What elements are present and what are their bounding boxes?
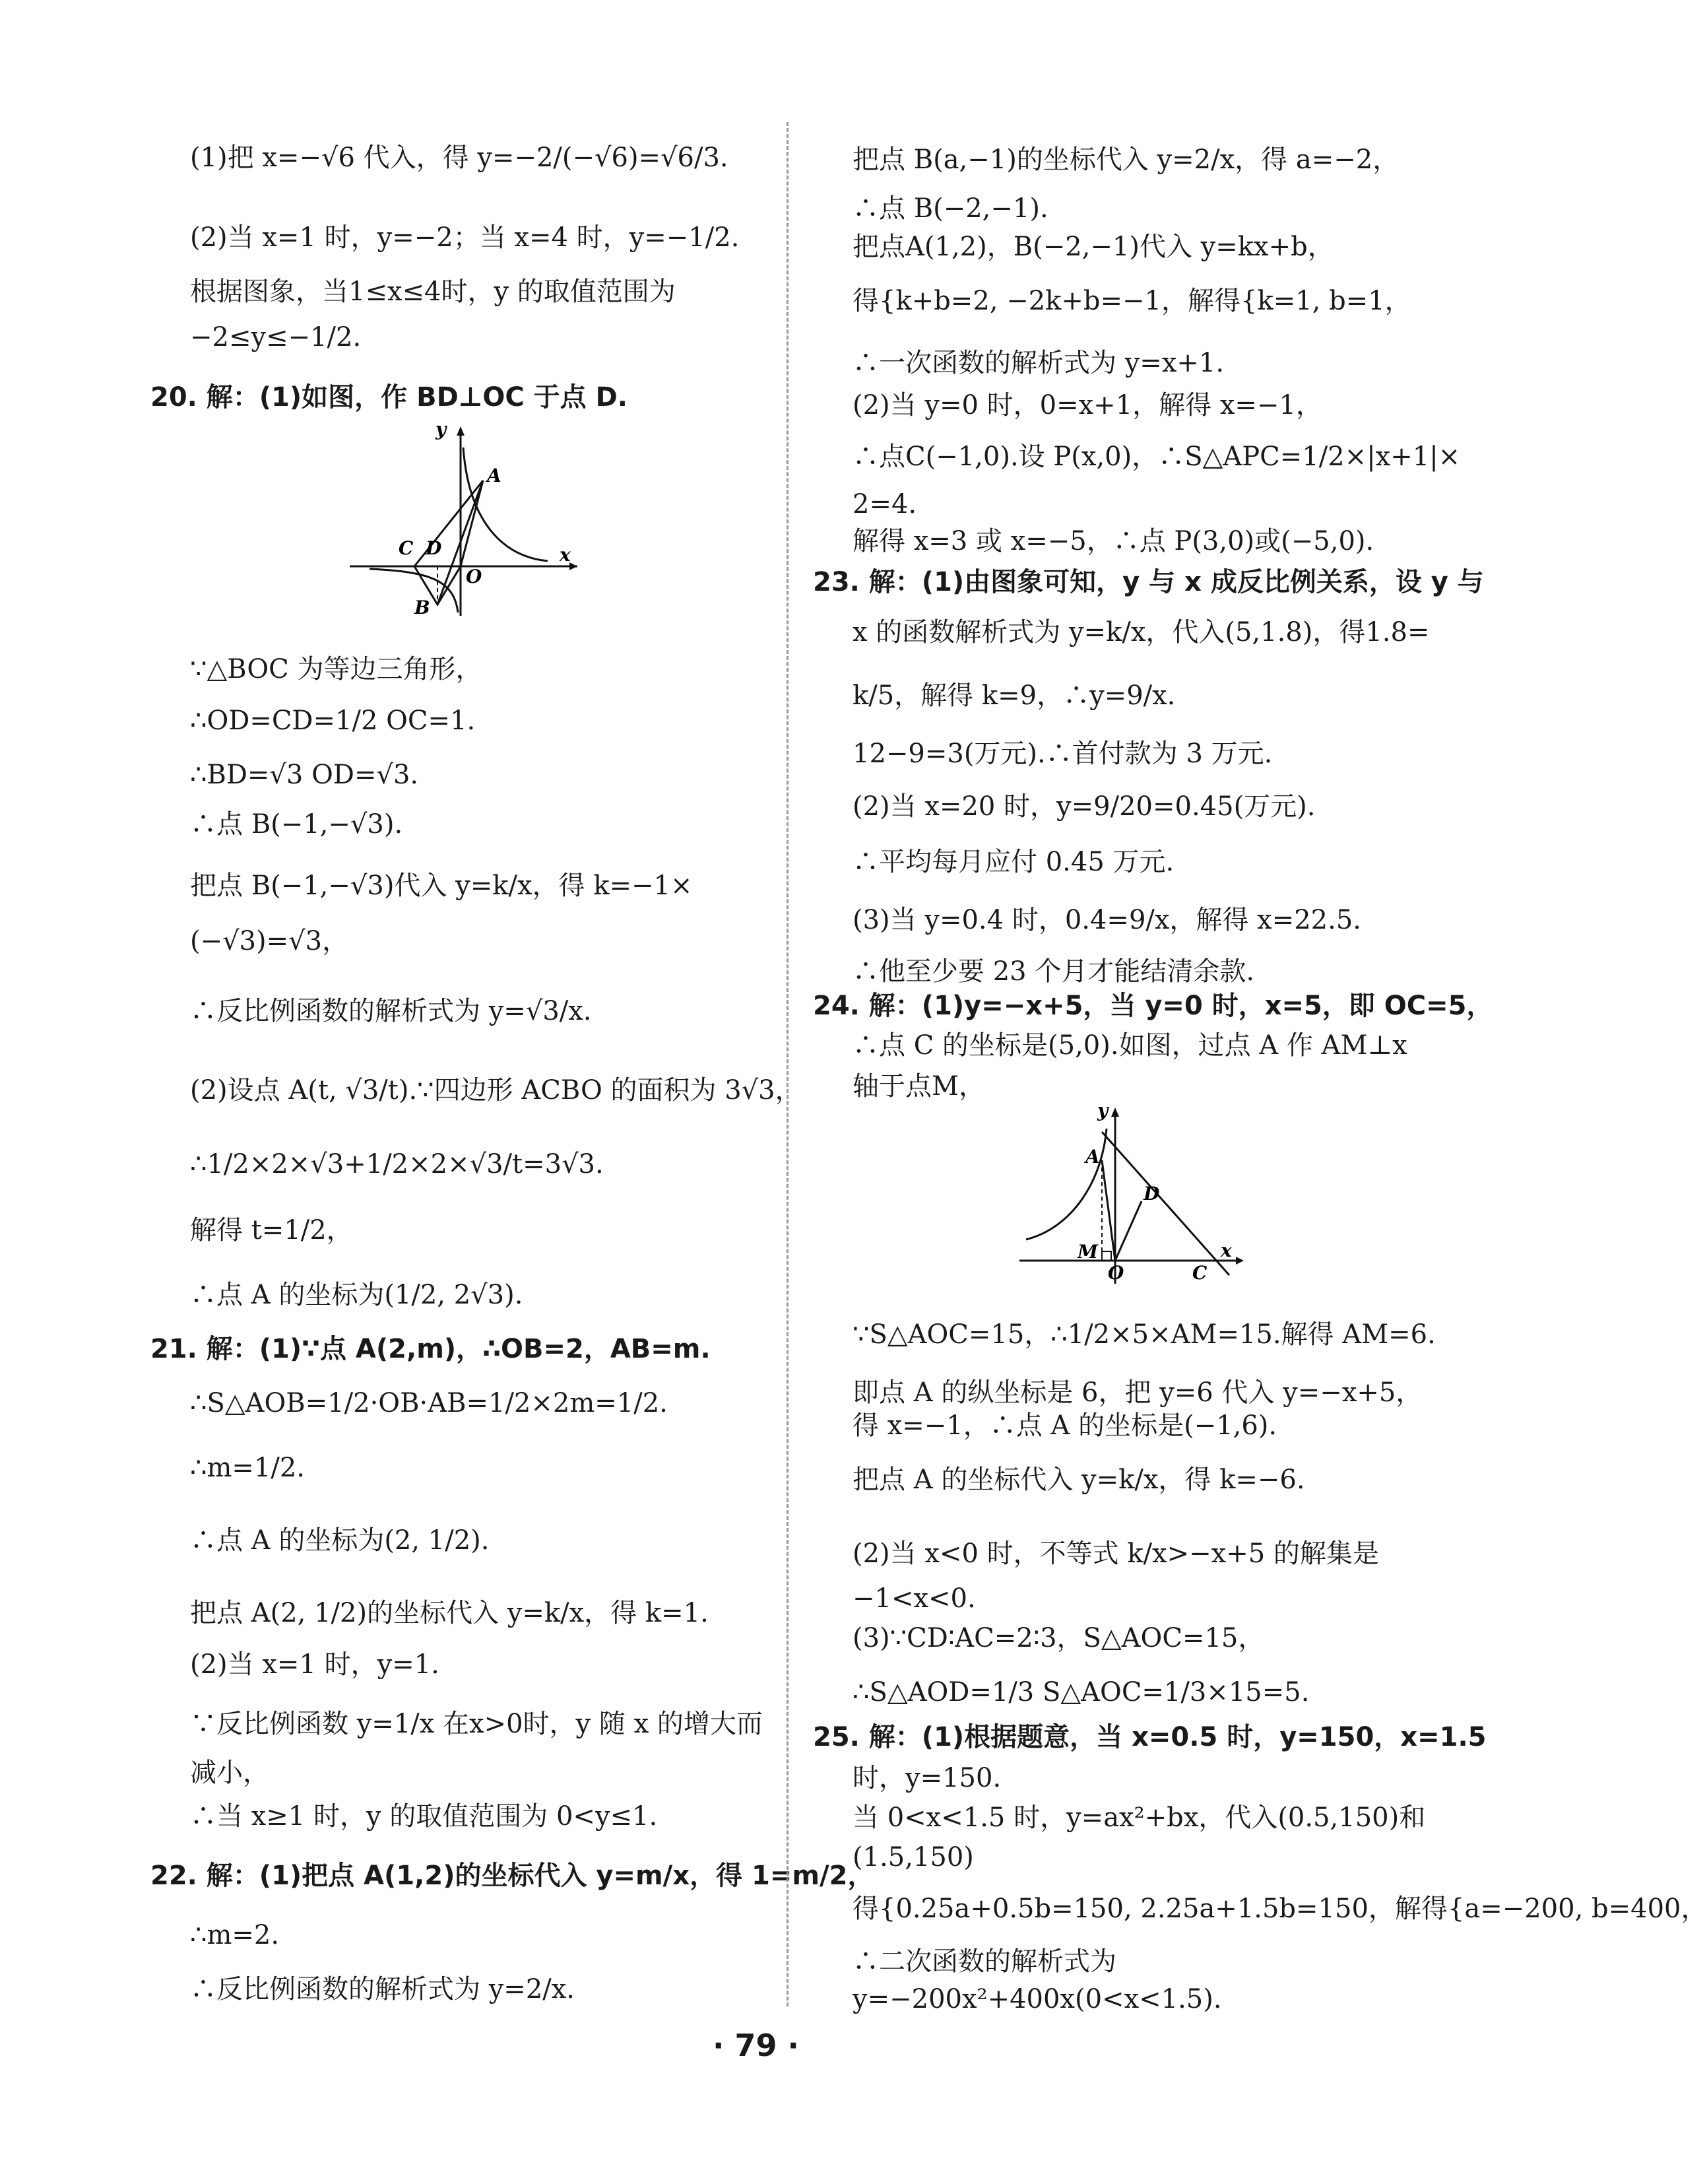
question-20: 20. 解：(1)如图，作 BD⊥OC 于点 D. <box>150 382 628 413</box>
text-line: ∴点 A 的坐标为(1/2, 2√3). <box>190 1280 523 1310</box>
text-line: (1)把 x=−√6 代入，得 y=−2/(−√6)=√6/3. <box>190 143 728 173</box>
label-y: y <box>1097 1100 1109 1121</box>
x-axis-arrow <box>569 562 577 570</box>
triangle-aco <box>414 480 483 566</box>
text-line: ∴BD=√3 OD=√3. <box>190 760 419 790</box>
text-line: y=−200x²+400x(0<x<1.5). <box>853 1984 1222 2014</box>
question-25: 25. 解：(1)根据题意，当 x=0.5 时，y=150，x=1.5 <box>813 1722 1487 1752</box>
text-line: 把点 A 的坐标代入 y=k/x，得 k=−6. <box>853 1465 1305 1495</box>
text-line: 解得 t=1/2， <box>190 1215 353 1245</box>
text-line: 把点A(1,2)，B(−2,−1)代入 y=kx+b， <box>853 232 1334 262</box>
text-line: 把点 B(−1,−√3)代入 y=k/x，得 k=−1× <box>190 871 693 901</box>
text-line: ∴1/2×2×√3+1/2×2×√3/t=3√3. <box>190 1149 604 1179</box>
text-line: ∵反比例函数 y=1/x 在x>0时，y 随 x 的增大而 <box>190 1709 763 1739</box>
label-y: y <box>435 418 447 440</box>
text-line: 时，y=150. <box>853 1763 1002 1793</box>
text-line: k/5，解得 k=9，∴y=9/x. <box>853 680 1176 711</box>
label-x: x <box>560 544 571 566</box>
figure-linear-hyperbola <box>1019 1102 1257 1287</box>
text-line: ∴点C(−1,0).设 P(x,0)，∴S△APC=1/2×|x+1|× <box>853 442 1461 472</box>
text-line: −2≤y≤−1/2. <box>190 322 362 352</box>
text-line: 根据图象，当1≤x≤4时，y 的取值范围为 <box>190 277 676 307</box>
text-line: (1.5,150) <box>853 1842 974 1872</box>
label-d: D <box>1143 1183 1160 1205</box>
label-o: O <box>466 566 482 587</box>
text-line: ∴点 C 的坐标是(5,0).如图，过点 A 作 AM⊥x <box>853 1030 1407 1061</box>
label-a: A <box>487 465 501 486</box>
text-line: 把点 B(a,−1)的坐标代入 y=2/x，得 a=−2， <box>853 145 1400 175</box>
text-line: ∴S△AOB=1/2·OB·AB=1/2×2m=1/2. <box>190 1388 668 1418</box>
label-c: C <box>1192 1262 1208 1284</box>
text-line: 减小， <box>190 1758 269 1788</box>
text-line: −1<x<0. <box>853 1583 976 1614</box>
text-line: 2=4. <box>853 489 917 519</box>
text-line: (3)当 y=0.4 时，0.4=9/x，解得 x=22.5. <box>853 905 1361 935</box>
text-line: (2)当 x=20 时，y=9/20=0.45(万元). <box>853 791 1316 822</box>
text-line: ∴点 B(−1,−√3). <box>190 809 403 840</box>
label-m: M <box>1078 1241 1098 1263</box>
line-y-neg-x-plus-5 <box>1102 1132 1229 1275</box>
text-line: ∴m=2. <box>190 1920 280 1950</box>
label-d: D <box>426 537 442 559</box>
text-line: ∴二次函数的解析式为 <box>853 1946 1116 1977</box>
text-line: ∴反比例函数的解析式为 y=2/x. <box>190 1974 575 2004</box>
label-b: B <box>414 597 430 618</box>
question-22: 22. 解：(1)把点 A(1,2)的坐标代入 y=m/x，得 1=m/2， <box>150 1861 874 1891</box>
x-axis-arrow <box>1236 1257 1244 1265</box>
label-o: O <box>1108 1262 1124 1284</box>
text-line: ∵S△AOC=15，∴1/2×5×AM=15.解得 AM=6. <box>853 1319 1436 1350</box>
text-line: ∴反比例函数的解析式为 y=√3/x. <box>190 996 592 1026</box>
question-23: 23. 解：(1)由图象可知，y 与 x 成反比例关系，设 y 与 <box>813 567 1484 597</box>
text-line: 把点 A(2, 1/2)的坐标代入 y=k/x，得 k=1. <box>190 1598 709 1628</box>
label-a: A <box>1085 1146 1100 1168</box>
text-line: ∴点 A 的坐标为(2, 1/2). <box>190 1525 490 1556</box>
text-line: ∴当 x≥1 时，y 的取值范围为 0<y≤1. <box>190 1801 658 1832</box>
text-line: (2)设点 A(t, √3/t).∵四边形 ACBO 的面积为 3√3， <box>190 1075 802 1106</box>
text-line: x 的函数解析式为 y=k/x，代入(5,1.8)，得1.8= <box>853 617 1430 647</box>
text-line: 12−9=3(万元).∴首付款为 3 万元. <box>853 739 1273 769</box>
text-line: ∴m=1/2. <box>190 1453 305 1483</box>
question-21: 21. 解：(1)∵点 A(2,m)，∴OB=2，AB=m. <box>150 1334 711 1364</box>
y-axis-arrow <box>457 426 465 436</box>
text-line: ∴一次函数的解析式为 y=x+1. <box>853 348 1225 378</box>
label-x: x <box>1221 1240 1232 1261</box>
right-angle-mark <box>1102 1251 1111 1261</box>
text-line: 得 x=−1，∴点 A 的坐标是(−1,6). <box>853 1410 1277 1441</box>
page-number: · 79 · <box>713 2028 799 2063</box>
column-divider <box>787 122 789 2006</box>
segments-ao-od <box>1102 1160 1142 1261</box>
text-line: 当 0<x<1.5 时，y=ax²+bx，代入(0.5,150)和 <box>853 1803 1426 1833</box>
label-c: C <box>399 537 414 559</box>
text-line: 得{0.25a+0.5b=150, 2.25a+1.5b=150，解得{a=−200, b=400， <box>853 1894 1707 1924</box>
figure-equilateral-triangle <box>350 418 587 619</box>
text-line: (3)∵CD∶AC=2∶3，S△AOC=15， <box>853 1623 1265 1653</box>
text-line: 轴于点M， <box>853 1071 985 1102</box>
text-line: (−√3)=√3， <box>190 926 349 956</box>
hyperbola-branch-q3 <box>370 569 458 612</box>
text-line: ∴平均每月应付 0.45 万元. <box>853 847 1175 877</box>
text-line: (2)当 y=0 时，0=x+1，解得 x=−1， <box>853 390 1322 420</box>
text-line: (2)当 x=1 时，y=−2；当 x=4 时，y=−1/2. <box>190 222 740 253</box>
text-line: ∴OD=CD=1/2 OC=1. <box>190 706 476 736</box>
text-line: 得{k+b=2, −2k+b=−1，解得{k=1, b=1， <box>853 286 1411 316</box>
text-line: ∴他至少要 23 个月才能结清余款. <box>853 956 1255 987</box>
text-line: 即点 A 的纵坐标是 6，把 y=6 代入 y=−x+5， <box>853 1377 1423 1408</box>
text-line: (2)当 x=1 时，y=1. <box>190 1649 439 1680</box>
text-line: 解得 x=3 或 x=−5，∴点 P(3,0)或(−5,0). <box>853 526 1374 556</box>
y-axis-arrow <box>1111 1108 1119 1117</box>
text-line: (2)当 x<0 时，不等式 k/x>−x+5 的解集是 <box>853 1539 1379 1569</box>
text-line: ∴S△AOD=1/3 S△AOC=1/3×15=5. <box>853 1677 1310 1707</box>
text-line: ∴点 B(−2,−1). <box>853 193 1048 224</box>
text-line: ∵△BOC 为等边三角形， <box>190 654 482 684</box>
question-24: 24. 解：(1)y=−x+5，当 y=0 时，x=5，即 OC=5， <box>813 991 1493 1021</box>
